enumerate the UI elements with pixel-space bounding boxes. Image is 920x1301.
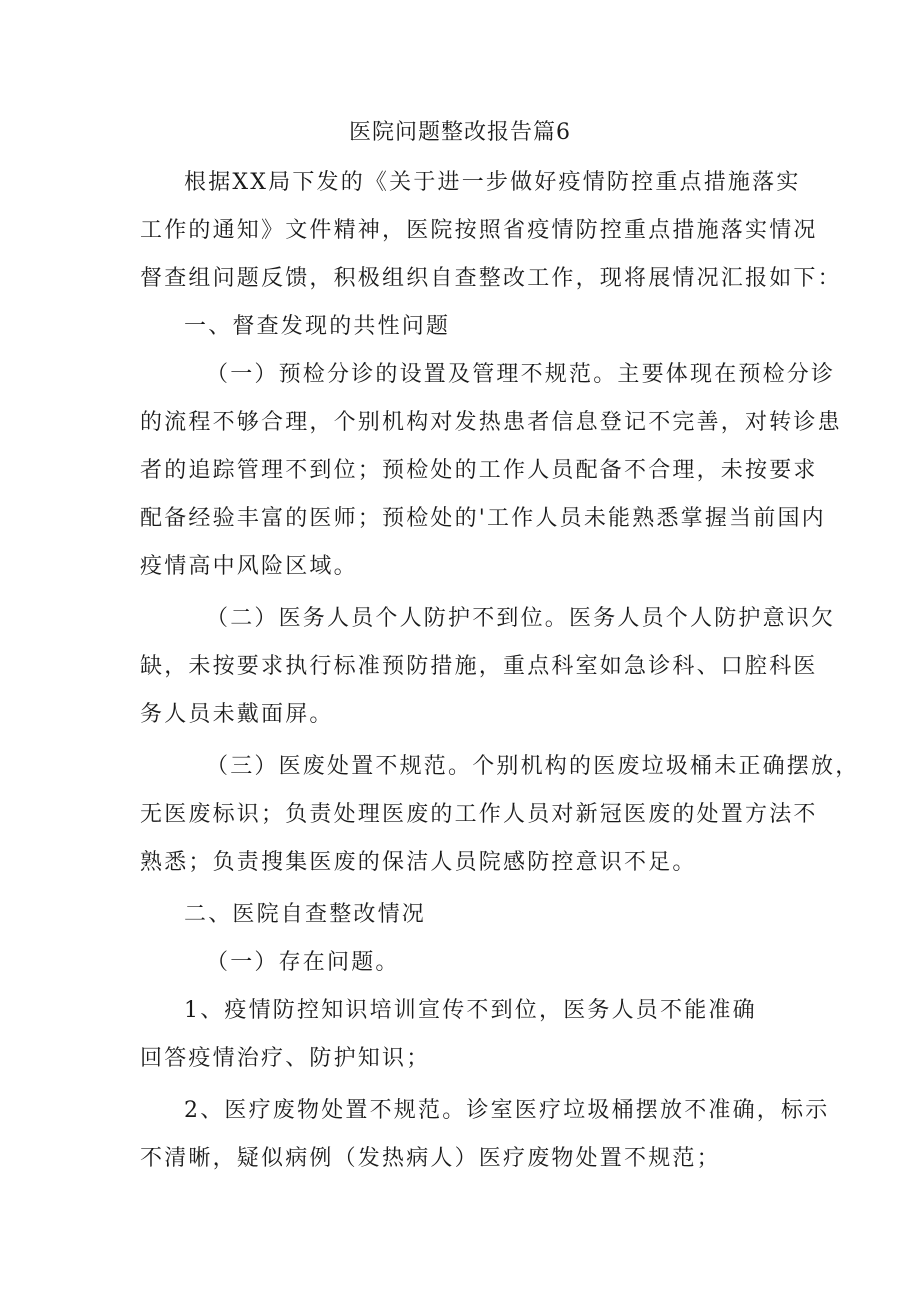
item-3-line-1: （三）医废处置不规范。个别机构的医废垃圾桶未正确摆放，	[206, 754, 860, 779]
section-2-heading: 二、医院自查整改情况	[184, 902, 427, 927]
item-1-line-2: 的流程不够合理，个别机构对发热患者信息登记不完善，对转诊患	[140, 410, 842, 435]
intro-line-1: 根据XX局下发的《关于进一步做好疫情防控重点措施落实	[184, 170, 801, 195]
subsection-1-heading: （一）存在问题。	[206, 950, 400, 975]
item-3-line-3: 熟悉；负责搜集医废的保洁人员院感防控意识不足。	[140, 850, 697, 875]
intro-line-3: 督查组问题反馈，积极组织自查整改工作，现将展情况汇报如下：	[140, 266, 842, 291]
item-2-line-1: （二）医务人员个人防护不到位。医务人员个人防护意识欠	[206, 606, 836, 631]
point-2-line-1: 2、医疗废物处置不规范。诊室医疗垃圾桶摆放不准确，标示	[184, 1098, 830, 1123]
item-3-line-2: 无医废标识；负责处理医废的工作人员对新冠医废的处置方法不	[140, 802, 818, 827]
item-1-line-3: 者的追踪管理不到位；预检处的工作人员配备不合理，未按要求	[140, 458, 818, 483]
item-2-line-2: 缺，未按要求执行标准预防措施，重点科室如急诊科、口腔科医	[140, 654, 818, 679]
point-2-line-2: 不清晰，疑似病例（发热病人）医疗废物处置不规范；	[140, 1146, 721, 1171]
item-1-line-1: （一）预检分诊的设置及管理不规范。主要体现在预检分诊	[206, 362, 836, 387]
item-2-line-3: 务人员未戴面屏。	[140, 702, 334, 727]
section-1-heading: 一、督查发现的共性问题	[184, 314, 451, 339]
point-1-line-1: 1、疫情防控知识培训宣传不到位，医务人员不能准确	[184, 998, 757, 1023]
item-1-line-4: 配备经验丰富的医师；预检处的'工作人员未能熟悉掌握当前国内	[140, 506, 826, 531]
point-1-line-2: 回答疫情治疗、防护知识；	[140, 1046, 431, 1071]
intro-line-2: 工作的通知》文件精神，医院按照省疫情防控重点措施落实情况	[140, 218, 818, 243]
item-1-line-5: 疫情高中风险区域。	[140, 554, 358, 579]
document-title: 医院问题整改报告篇6	[349, 120, 571, 145]
